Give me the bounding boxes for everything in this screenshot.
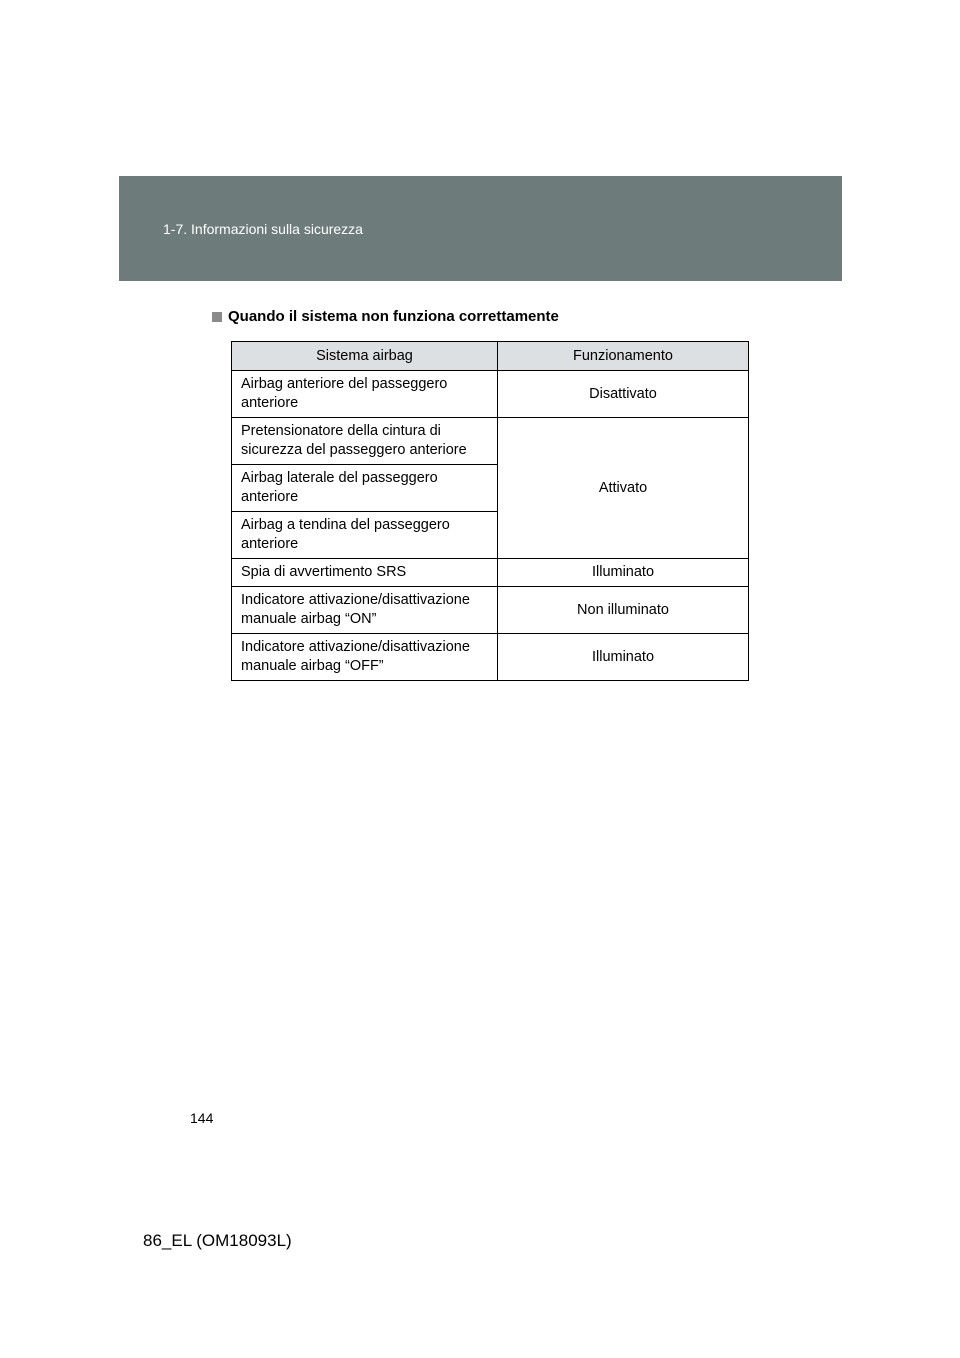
table-row <box>232 587 749 634</box>
status-cell: Illuminato <box>498 559 749 587</box>
square-bullet-icon <box>212 312 222 322</box>
system-cell: Airbag anteriore del passeggero anteriore <box>232 371 498 418</box>
system-cell: Spia di avvertimento SRS <box>232 559 498 587</box>
airbag-status-table <box>231 341 749 681</box>
chapter-header-band <box>119 176 842 281</box>
system-cell: Indicatore attivazione/disattivazione manuale airbag “ON” <box>232 587 498 634</box>
status-cell: Attivato <box>498 418 749 559</box>
column-header-function: Funzionamento <box>498 342 749 371</box>
status-cell: Illuminato <box>498 634 749 681</box>
section-heading-text: Quando il sistema non funziona correttamente <box>228 308 559 325</box>
column-header-system: Sistema airbag <box>232 342 498 371</box>
table-header-row <box>232 342 749 371</box>
system-cell: Airbag a tendina del passeggero anteriore <box>232 512 498 559</box>
system-cell: Indicatore attivazione/disattivazione manuale airbag “OFF” <box>232 634 498 681</box>
system-cell: Airbag laterale del passeggero anteriore <box>232 465 498 512</box>
section-title: 1-7. Informazioni sulla sicurezza <box>163 221 363 237</box>
section-heading <box>212 308 559 325</box>
table-row <box>232 559 749 587</box>
table-row <box>232 418 749 465</box>
table-row <box>232 634 749 681</box>
status-cell: Non illuminato <box>498 587 749 634</box>
document-code: 86_EL (OM18093L) <box>143 1231 292 1250</box>
table-row <box>232 371 749 418</box>
page-number: 144 <box>190 1110 214 1126</box>
system-cell: Pretensionatore della cintura di sicurezza del passeggero anteriore <box>232 418 498 465</box>
status-cell: Disattivato <box>498 371 749 418</box>
